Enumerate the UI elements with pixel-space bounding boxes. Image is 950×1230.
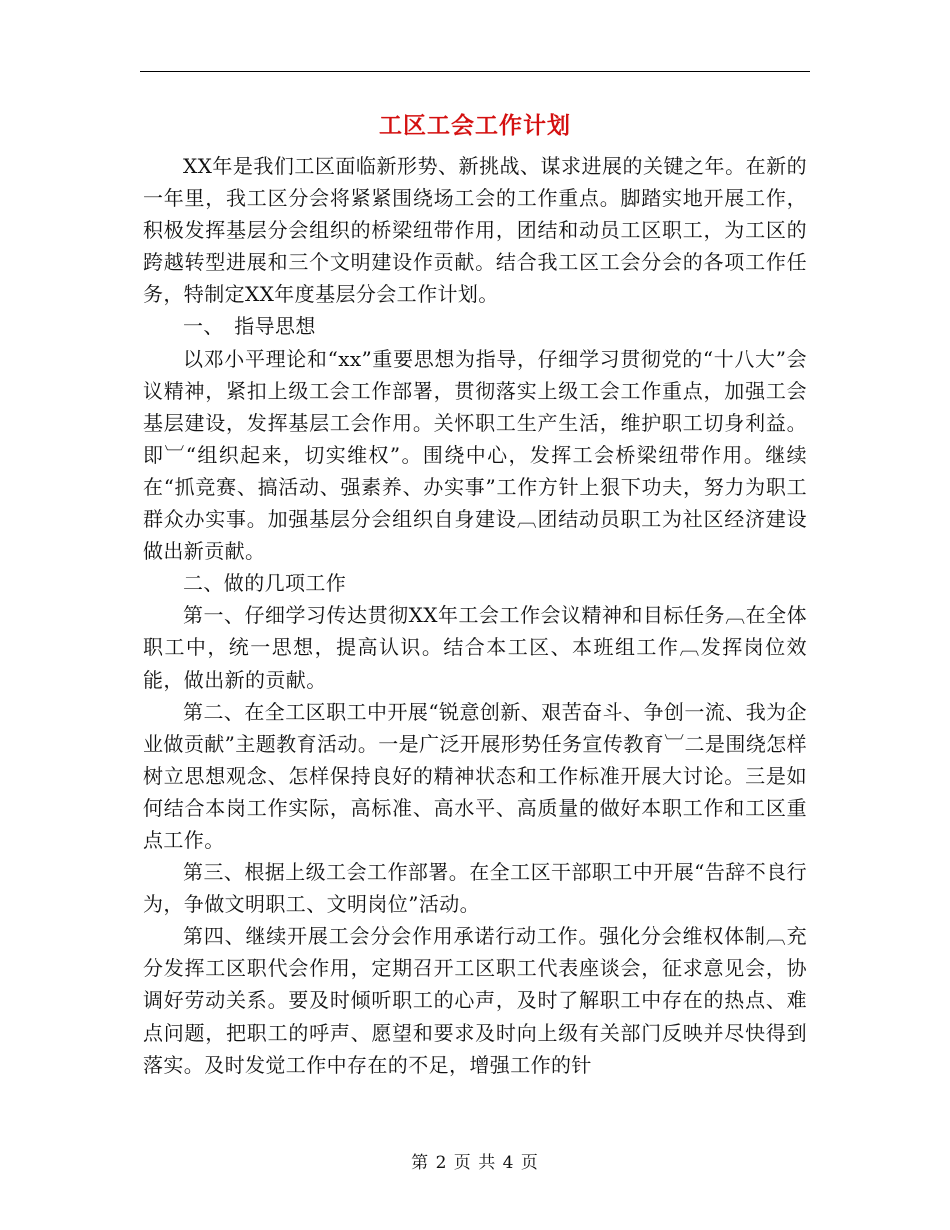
section-heading-work-items: 二、做的几项工作 [183, 571, 347, 596]
document-body [143, 150, 807, 1081]
page-number-footer: 第 2 页 共 4 页 [411, 1153, 539, 1173]
section-heading-guiding-ideology: 一、 指导思想 [183, 314, 316, 339]
paragraph-guiding-ideology: 以邓小平理论和“xx”重要思想为指导，仔细学习贯彻党的“十八大”会议精神，紧扣上级工会工作部署，贯彻落实上级工会工作重点，加强工会基层建设，发挥基层工会作用。关怀职工生产生活，维护职工切身利益。即︺“组织起来，切实维权”。围绕中心，发挥工会桥梁纽带作用。继续在“抓竞赛、搞活动、强素养、办实事”工作方针上狠下功夫，努力为职工群众办实事。加强基层分会组织自身建设︹团结动员职工为社区经济建设做出新贡献。 [143, 346, 807, 564]
paragraph-item-4: 第四、继续开展工会分会作用承诺行动工作。强化分会维权体制︹充分发挥工区职代会作用，定期召开工区职工代表座谈会，征求意见会，协调好劳动关系。要及时倾听职工的心声，及时了解职工中存在的热点、难点问题，把职工的呼声、愿望和要求及时向上级有关部门反映并尽快得到落实。及时发觉工作中存在的不足，增强工作的针 [143, 924, 807, 1077]
paragraph-item-3: 第三、根据上级工会工作部署。在全工区干部职工中开展“告辞不良行为，争做文明职工、文明岗位”活动。 [143, 860, 807, 917]
header-rule [140, 71, 810, 72]
paragraph-item-2: 第二、在全工区职工中开展“锐意创新、艰苦奋斗、争创一流、我为企业做贡献”主题教育活动。一是广泛开展形势任务宣传教育︺二是围绕怎样树立思想观念、怎样保持良好的精神状态和工作标准开展大讨论。三是如何结合本岗工作实际，高标准、高水平、高质量的做好本职工作和工区重点工作。 [143, 699, 807, 852]
paragraph-intro: XX年是我们工区面临新形势、新挑战、谋求进展的关键之年。在新的一年里，我工区分会将紧紧围绕场工会的工作重点。脚踏实地开展工作，积极发挥基层分会组织的桥梁纽带作用，团结和动员工区职工，为工区的跨越转型进展和三个文明建设作贡献。结合我工区工会分会的各项工作任务，特制定XX年度基层分会工作计划。 [143, 154, 807, 307]
paragraph-item-1: 第一、仔细学习传达贯彻XX年工会工作会议精神和目标任务︹在全体职工中，统一思想，提高认识。结合本工区、本班组工作︹发挥岗位效能，做出新的贡献。 [143, 603, 807, 692]
document-title: 工区工会工作计划 [379, 112, 571, 139]
